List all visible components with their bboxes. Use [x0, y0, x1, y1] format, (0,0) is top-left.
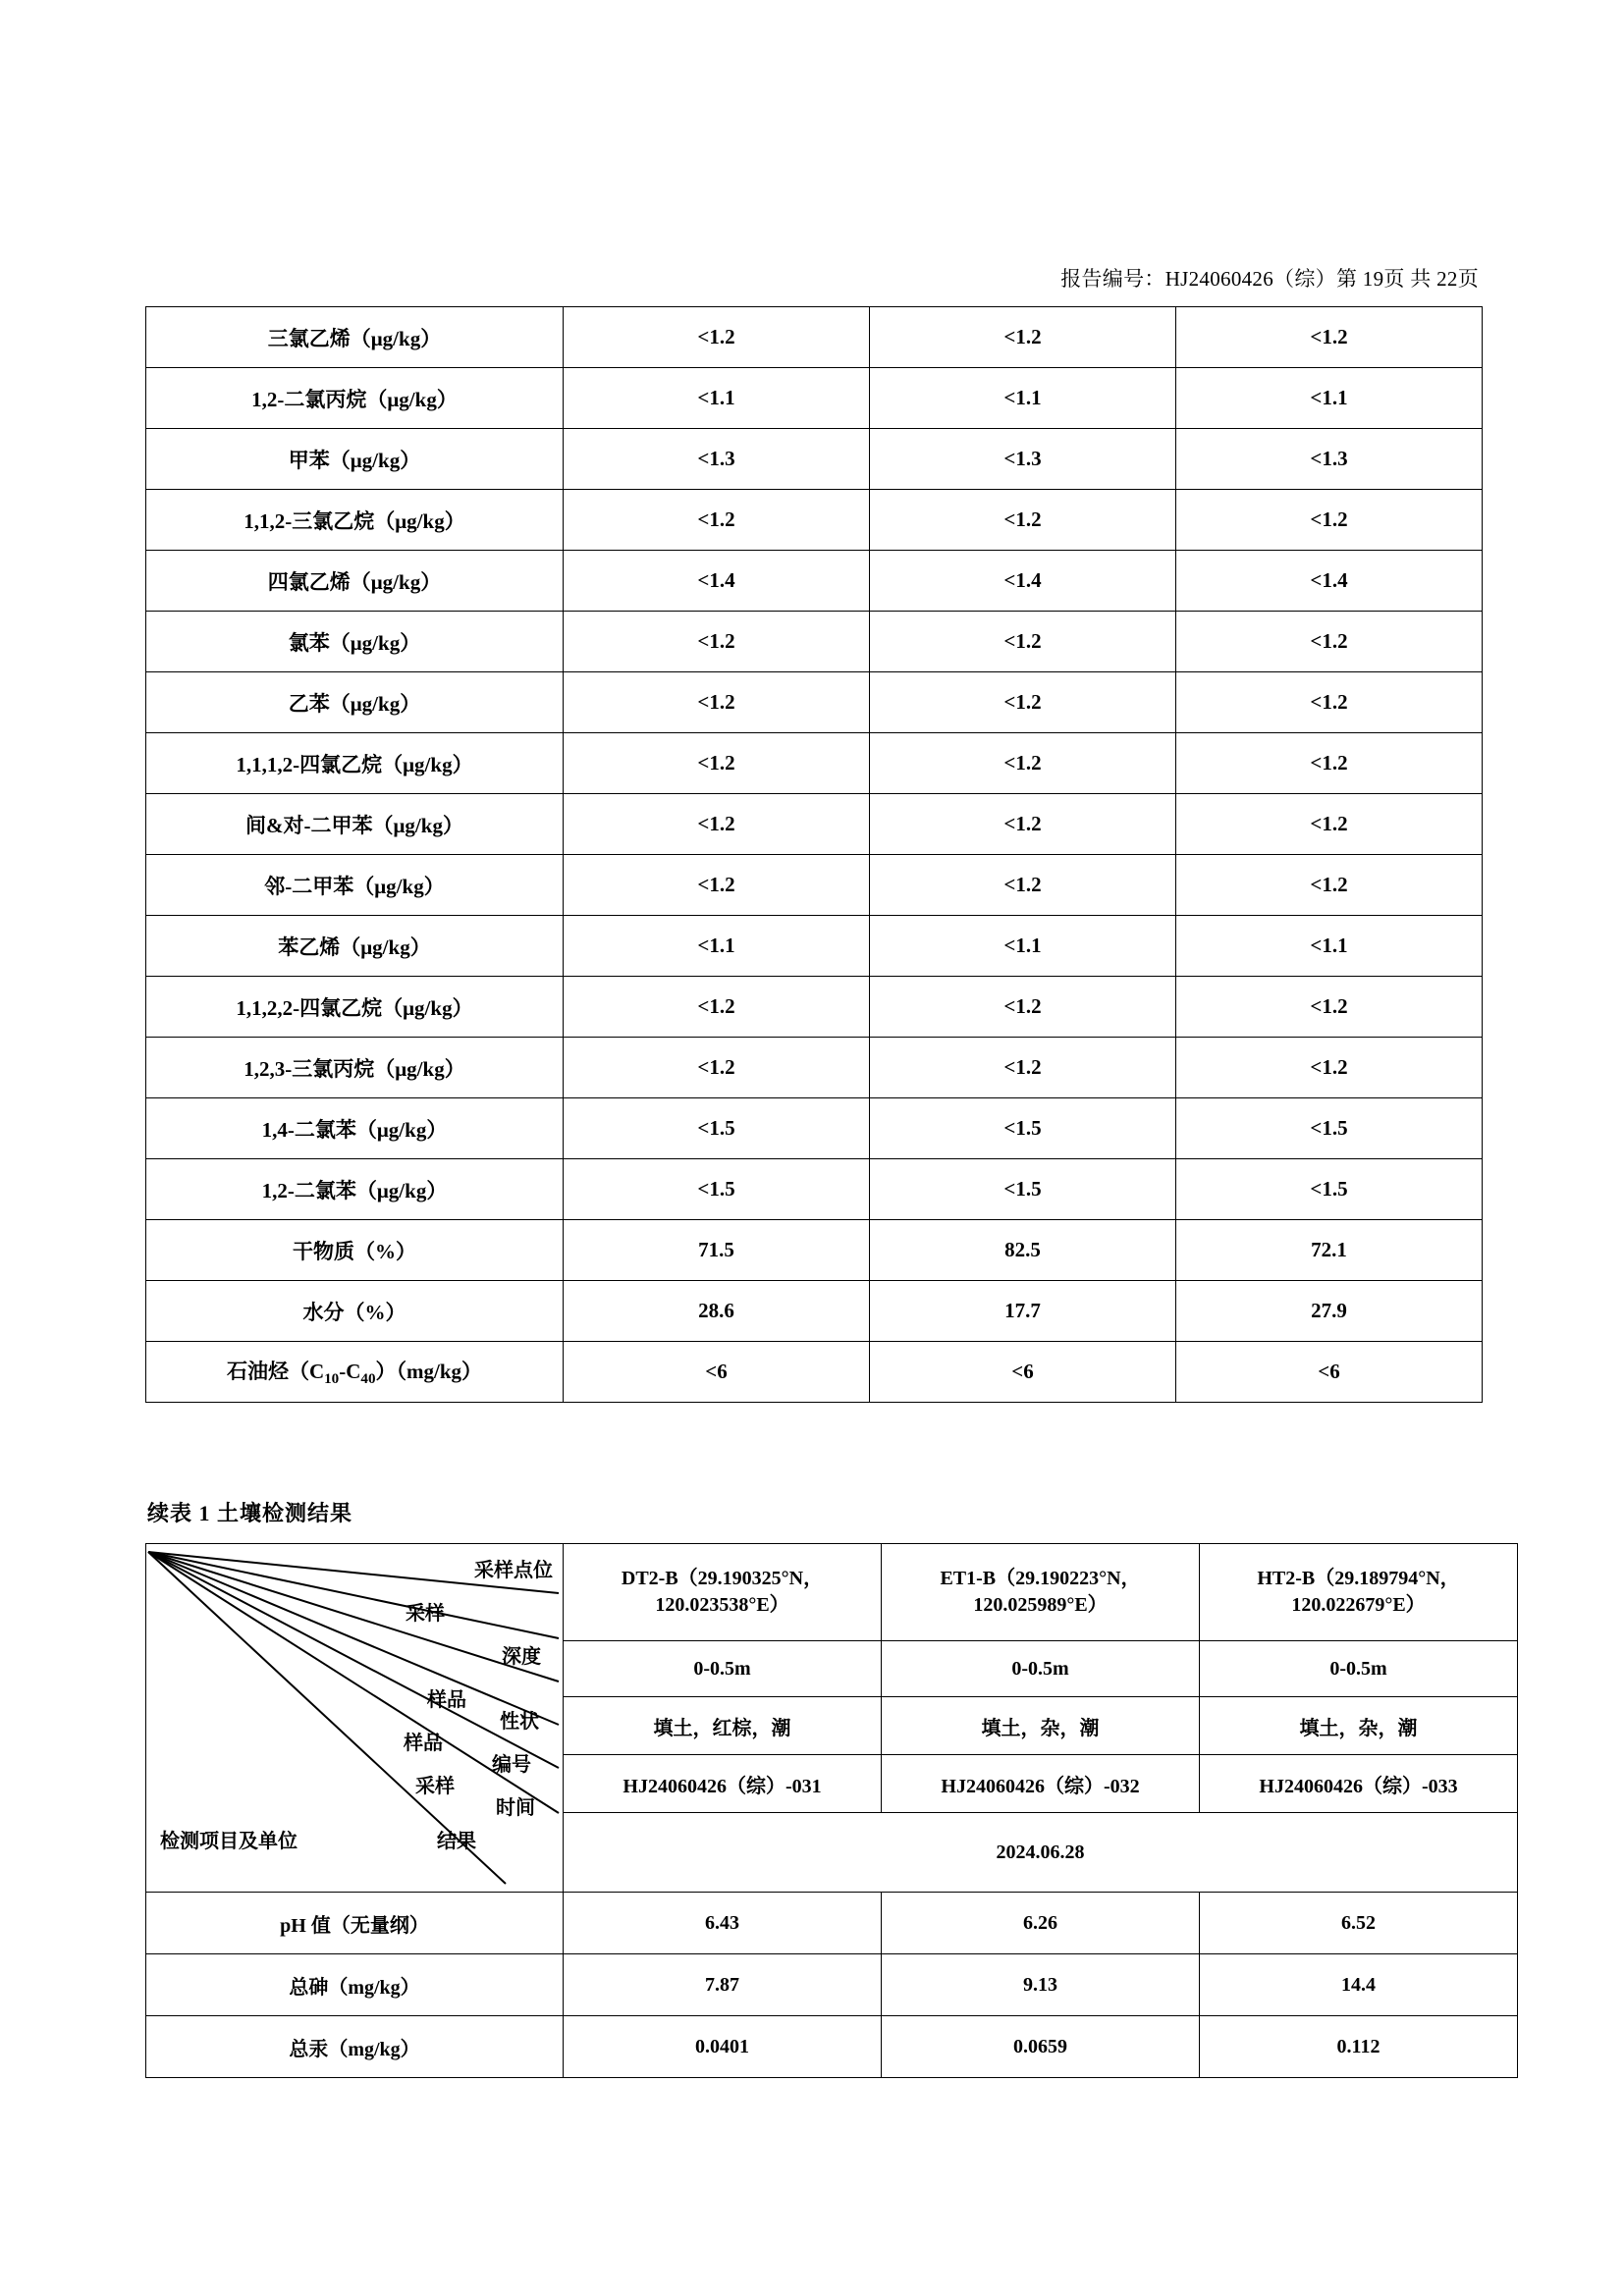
table-row: [146, 368, 1483, 429]
table-row: [146, 1159, 1483, 1220]
parameter-name: 1,1,2,2-四氯乙烷（μg/kg）: [146, 977, 564, 1038]
report-no-value: HJ24060426（综）: [1164, 267, 1336, 291]
parameter-name: 乙苯（μg/kg）: [146, 672, 564, 733]
result-value: <1.2: [564, 977, 870, 1038]
result-value: <1.2: [870, 490, 1176, 551]
table2-data-body: [146, 1893, 1518, 2078]
sampling-point-col3: [1200, 1544, 1518, 1641]
point-line2-col1: 120.023538°E）: [655, 1594, 789, 1616]
number-col3: HJ24060426（综）-033: [1200, 1755, 1518, 1813]
result-value: <1.2: [564, 794, 870, 855]
result-value: <1.2: [564, 612, 870, 672]
result-value: <1.2: [870, 794, 1176, 855]
table-row: [146, 551, 1483, 612]
result-value: <1.2: [870, 855, 1176, 916]
result-value: <1.1: [870, 916, 1176, 977]
table-row-sampling-point: [146, 1544, 1518, 1641]
point-line1-col3: HT2-B（29.189794°N，: [1257, 1568, 1460, 1589]
result-value: <1.2: [564, 855, 870, 916]
report-no-label: 报告编号：: [1060, 267, 1165, 291]
label-sample-2: 样品: [404, 1733, 443, 1754]
parameter-name: 氯苯（μg/kg）: [146, 612, 564, 672]
parameter-name: 总汞（mg/kg）: [146, 2016, 564, 2078]
soil-results-table-2: [145, 1543, 1518, 2078]
parameter-name: 石油烃$(C_{10}-C_{40})(mg/kg)$: [146, 1342, 564, 1403]
result-value: <1.5: [870, 1159, 1176, 1220]
label-result: 结果: [437, 1831, 476, 1852]
result-value: <1.2: [1176, 794, 1483, 855]
result-value: 27.9: [1176, 1281, 1483, 1342]
property-col1: 填土，红棕，潮: [564, 1697, 882, 1755]
result-value: 9.13: [882, 1954, 1200, 2016]
parameter-name: 间&对-二甲苯（μg/kg）: [146, 794, 564, 855]
label-sample-1: 样品: [427, 1689, 466, 1711]
point-line2-col3: 120.022679°E）: [1291, 1594, 1426, 1616]
result-value: <1.2: [1176, 1038, 1483, 1098]
result-value: <1.5: [564, 1098, 870, 1159]
depth-col2: 0-0.5m: [882, 1641, 1200, 1697]
result-value: <1.3: [1176, 429, 1483, 490]
result-value: <1.1: [1176, 368, 1483, 429]
result-value: <1.5: [1176, 1159, 1483, 1220]
property-col3: 填土，杂，潮: [1200, 1697, 1518, 1755]
result-value: 6.26: [882, 1893, 1200, 1954]
result-value: 17.7: [870, 1281, 1176, 1342]
table-row: [146, 429, 1483, 490]
result-value: <6: [870, 1342, 1176, 1403]
result-value: 0.0659: [882, 2016, 1200, 2078]
result-value: <1.2: [564, 733, 870, 794]
point-line1-col2: ET1-B（29.190223°N，: [940, 1568, 1141, 1589]
label-depth: 深度: [502, 1646, 541, 1668]
parameter-name: 1,2,3-三氯丙烷（μg/kg）: [146, 1038, 564, 1098]
result-value: <1.2: [870, 733, 1176, 794]
label-property: 性状: [500, 1711, 539, 1733]
parameter-name: 水分（%）: [146, 1281, 564, 1342]
result-value: <1.1: [564, 368, 870, 429]
parameter-name: 邻-二甲苯（μg/kg）: [146, 855, 564, 916]
result-value: <1.2: [1176, 612, 1483, 672]
result-value: <1.5: [564, 1159, 870, 1220]
label-sampling-1: 采样: [406, 1603, 445, 1625]
result-value: <1.5: [870, 1098, 1176, 1159]
page-header: [1060, 263, 1479, 293]
result-value: <1.1: [870, 368, 1176, 429]
point-line2-col2: 120.025989°E）: [973, 1594, 1108, 1616]
result-value: <1.2: [564, 1038, 870, 1098]
result-value: 6.52: [1200, 1893, 1518, 1954]
table-row: [146, 672, 1483, 733]
label-sampling-point: 采样点位: [474, 1560, 553, 1581]
result-value: 6.43: [564, 1893, 882, 1954]
result-value: <1.4: [1176, 551, 1483, 612]
result-value: <1.2: [1176, 490, 1483, 551]
result-value: <1.4: [870, 551, 1176, 612]
depth-col3: 0-0.5m: [1200, 1641, 1518, 1697]
table-row: [146, 612, 1483, 672]
parameter-name: 四氯乙烯（μg/kg）: [146, 551, 564, 612]
result-value: <1.2: [1176, 307, 1483, 368]
table-row: [146, 1893, 1518, 1954]
result-value: <1.3: [564, 429, 870, 490]
result-value: 82.5: [870, 1220, 1176, 1281]
parameter-name: 1,1,1,2-四氯乙烷（μg/kg）: [146, 733, 564, 794]
table-row: [146, 1954, 1518, 2016]
table-row: [146, 733, 1483, 794]
result-value: <1.1: [1176, 916, 1483, 977]
point-line1-col1: DT2-B（29.190325°N，: [621, 1568, 824, 1589]
result-value: <1.2: [564, 307, 870, 368]
parameter-name: 总砷（mg/kg）: [146, 1954, 564, 2016]
parameter-name: 1,2-二氯苯（μg/kg）: [146, 1159, 564, 1220]
continued-results-table-part1: [145, 306, 1483, 1403]
sampling-point-col1: [564, 1544, 882, 1641]
result-value: <1.3: [870, 429, 1176, 490]
result-value: 0.112: [1200, 2016, 1518, 2078]
table-row: [146, 1342, 1483, 1403]
number-col1: HJ24060426（综）-031: [564, 1755, 882, 1813]
table-row: [146, 2016, 1518, 2078]
table-row: [146, 977, 1483, 1038]
table-row: [146, 1281, 1483, 1342]
page-total: 共 22页: [1410, 267, 1479, 291]
parameter-name: 1,2-二氯丙烷（μg/kg）: [146, 368, 564, 429]
result-value: 28.6: [564, 1281, 870, 1342]
parameter-name: 1,4-二氯苯（μg/kg）: [146, 1098, 564, 1159]
result-value: <1.2: [564, 490, 870, 551]
sampling-point-col2: [882, 1544, 1200, 1641]
result-value: 14.4: [1200, 1954, 1518, 2016]
result-value: <1.2: [1176, 733, 1483, 794]
page-number: 第 19页: [1335, 267, 1405, 291]
table-row: [146, 916, 1483, 977]
table-row: [146, 1038, 1483, 1098]
result-value: <1.2: [870, 1038, 1176, 1098]
label-time: 时间: [496, 1797, 535, 1819]
result-value: <1.2: [564, 672, 870, 733]
sampling-time-value: 2024.06.28: [564, 1813, 1518, 1893]
table-row: [146, 1098, 1483, 1159]
parameter-name: 甲苯（μg/kg）: [146, 429, 564, 490]
result-value: 72.1: [1176, 1220, 1483, 1281]
result-value: <1.1: [564, 916, 870, 977]
result-value: <1.2: [870, 672, 1176, 733]
table-row: [146, 794, 1483, 855]
label-items-units: 检测项目及单位: [160, 1831, 298, 1852]
parameter-name: pH 值（无量纲）: [146, 1893, 564, 1954]
result-value: 7.87: [564, 1954, 882, 2016]
result-value: 71.5: [564, 1220, 870, 1281]
parameter-name: 干物质（%）: [146, 1220, 564, 1281]
result-value: <1.2: [870, 612, 1176, 672]
result-value: <1.2: [1176, 977, 1483, 1038]
result-value: <6: [564, 1342, 870, 1403]
table1-body: [146, 307, 1483, 1403]
diagonal-header: [146, 1550, 563, 1886]
result-value: <1.2: [1176, 855, 1483, 916]
result-value: <6: [1176, 1342, 1483, 1403]
result-value: <1.5: [1176, 1098, 1483, 1159]
table-row: [146, 307, 1483, 368]
result-value: 0.0401: [564, 2016, 882, 2078]
parameter-name: 1,1,2-三氯乙烷（μg/kg）: [146, 490, 564, 551]
parameter-name: 三氯乙烯（μg/kg）: [146, 307, 564, 368]
label-sampling-2: 采样: [415, 1776, 455, 1797]
number-col2: HJ24060426（综）-032: [882, 1755, 1200, 1813]
result-value: <1.2: [870, 307, 1176, 368]
table2-caption: 续表 1 土壤检测结果: [147, 1501, 353, 1525]
table-row: [146, 1220, 1483, 1281]
label-number: 编号: [492, 1754, 531, 1776]
table-row: [146, 490, 1483, 551]
result-value: <1.2: [870, 977, 1176, 1038]
result-value: <1.4: [564, 551, 870, 612]
table-row: [146, 855, 1483, 916]
depth-col1: 0-0.5m: [564, 1641, 882, 1697]
property-col2: 填土，杂，潮: [882, 1697, 1200, 1755]
result-value: <1.2: [1176, 672, 1483, 733]
diagonal-header-cell: [146, 1544, 564, 1893]
parameter-name: 苯乙烯（μg/kg）: [146, 916, 564, 977]
